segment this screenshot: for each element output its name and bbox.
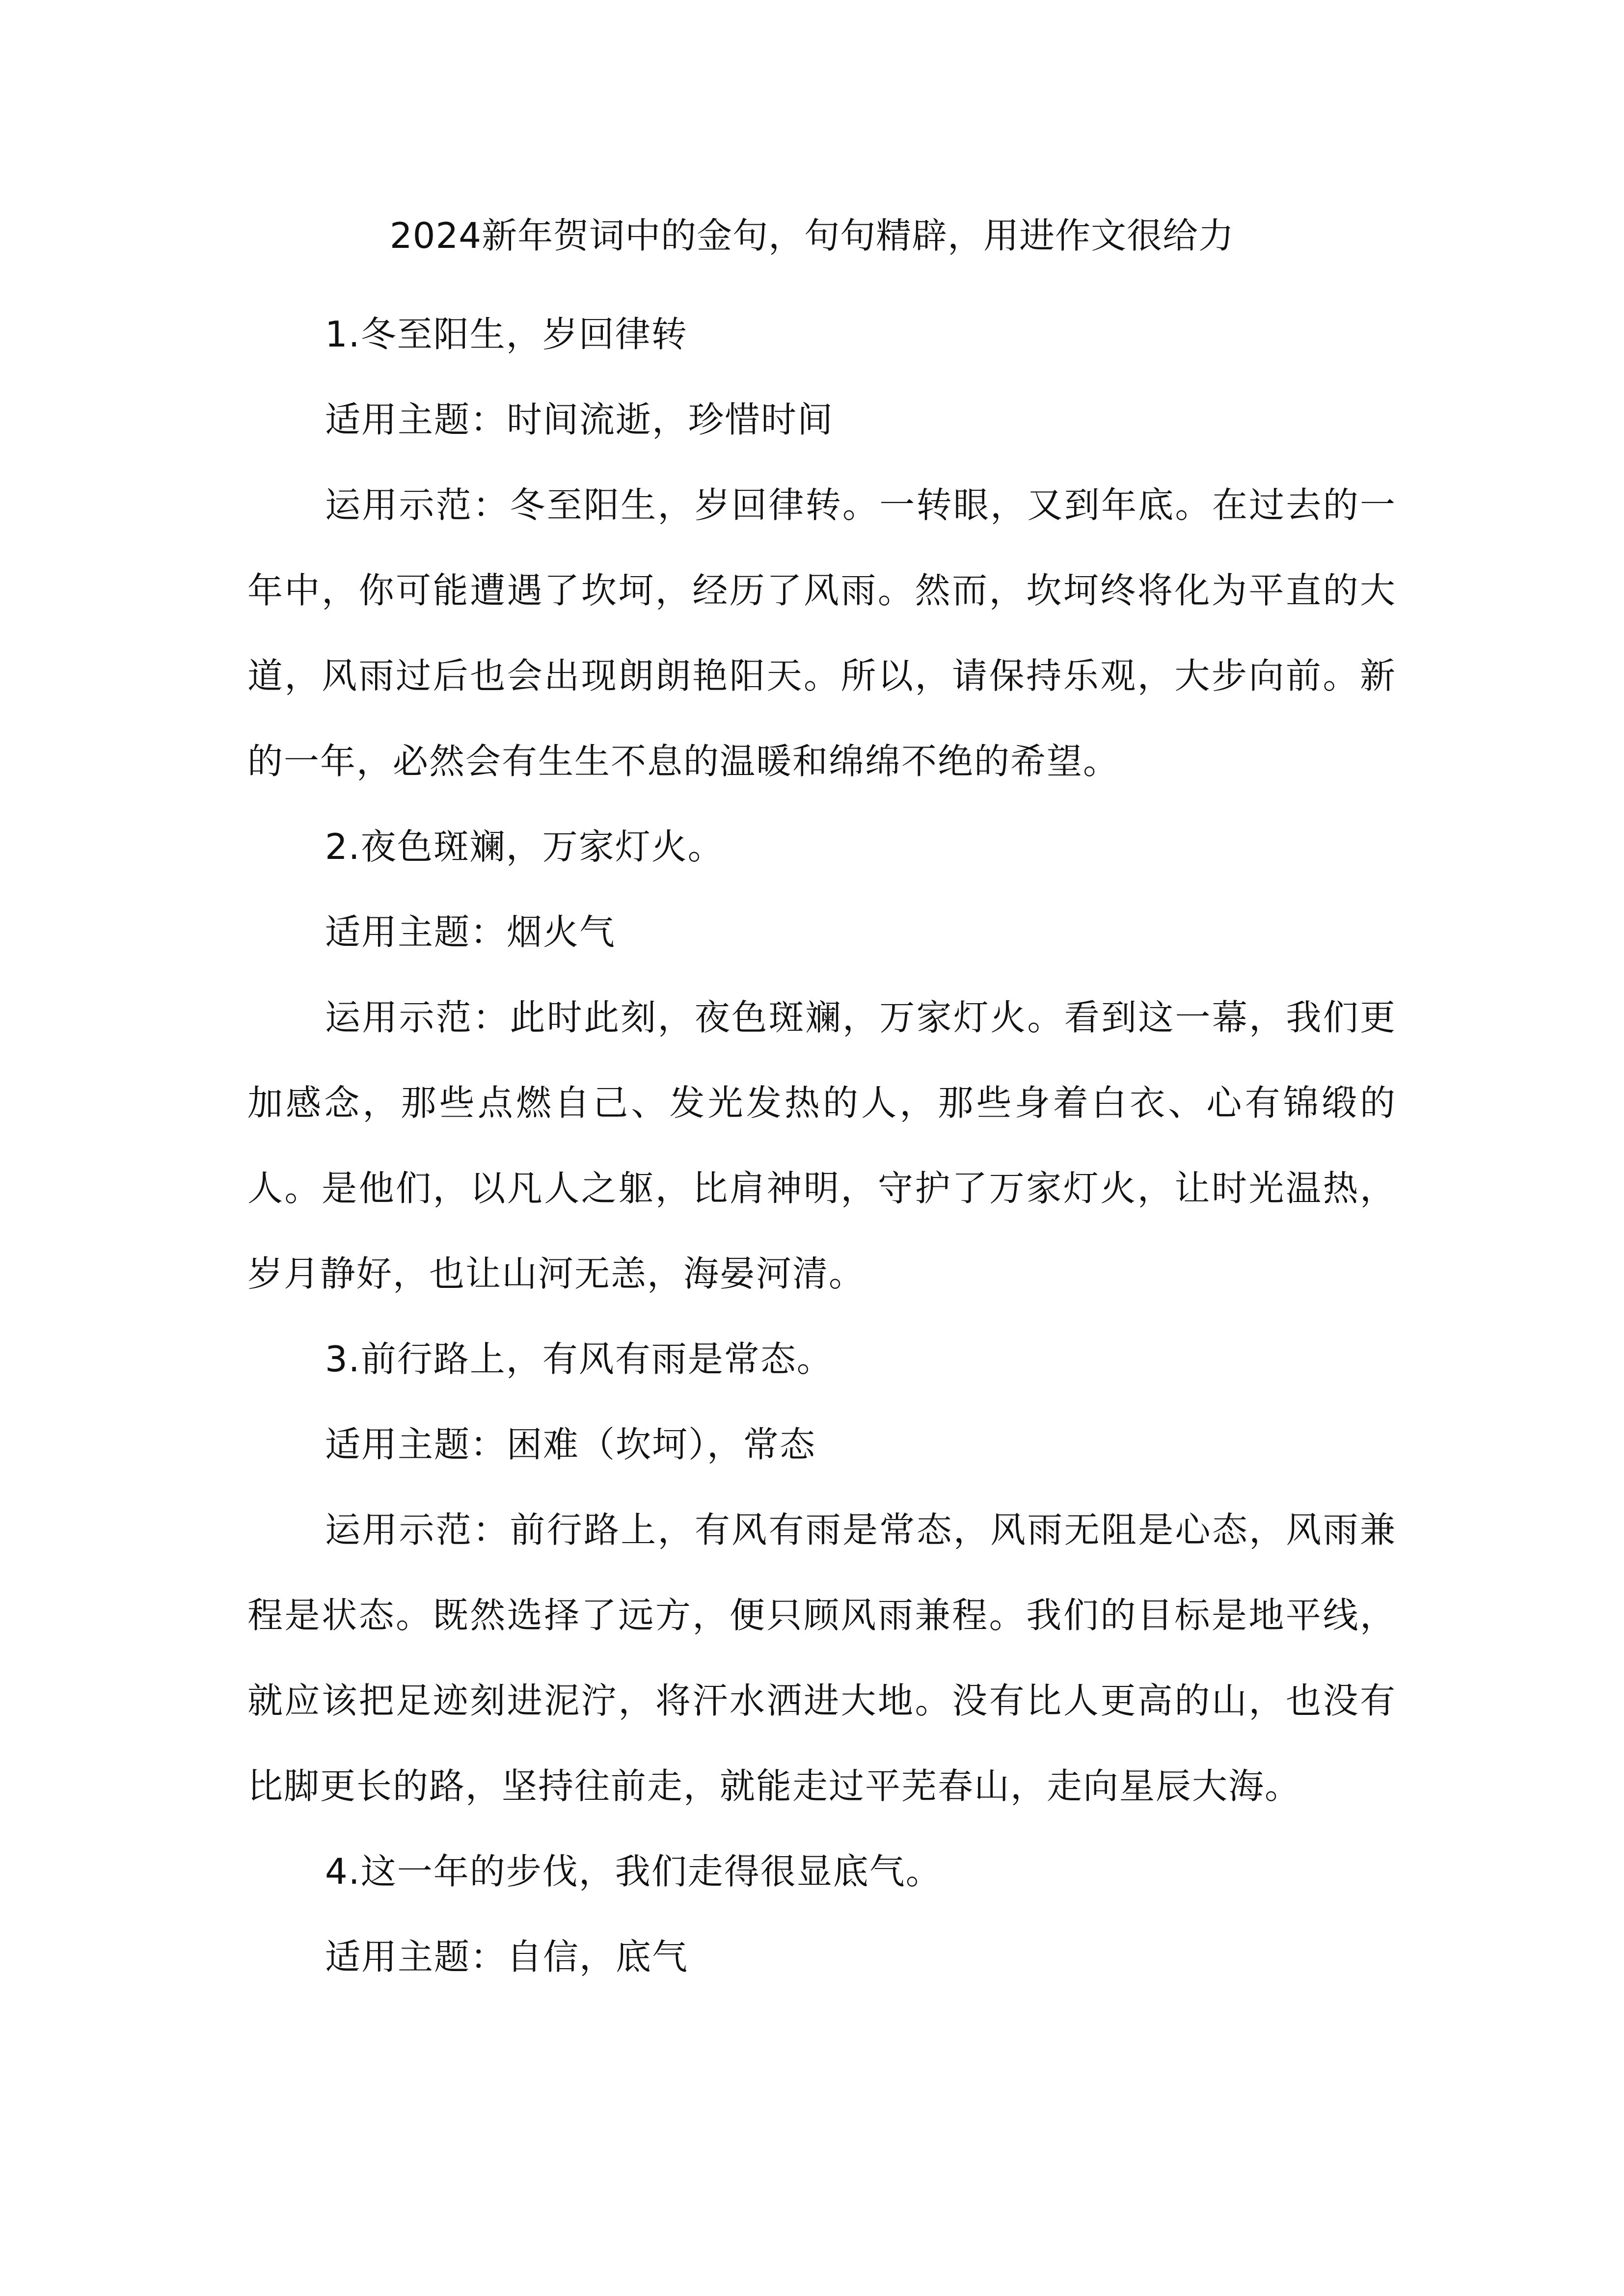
heading-quote-2: 2.夜色斑斓，万家灯火。 bbox=[325, 826, 724, 867]
theme-line-3: 适用主题：困难（坎坷），常态 bbox=[325, 1424, 816, 1465]
document-body bbox=[247, 292, 1396, 2000]
example-paragraph-1: 运用示范：冬至阳生，岁回律转。一转眼，又到年底。在过去的一年中，你可能遭遇了坎坷，经历了风雨。然而，坎坷终将化为平直的大道，风雨过后也会出现朗朗艳阳天。所以，请保持乐观，大步向前。新的一年，必然会有生生不息的温暖和绵绵不绝的希望。 bbox=[247, 484, 1396, 782]
theme-line-4: 适用主题：自信，底气 bbox=[325, 1936, 689, 1977]
heading-quote-3: 3.前行路上，有风有雨是常态。 bbox=[325, 1338, 833, 1380]
theme-line-1: 适用主题：时间流逝，珍惜时间 bbox=[325, 399, 834, 440]
document-title: 2024新年贺词中的金句，句句精辟，用进作文很给力 bbox=[389, 215, 1235, 256]
example-paragraph-2: 运用示范：此时此刻，夜色斑斓，万家灯火。看到这一幕，我们更加感念，那些点燃自己、发光发热的人，那些身着白衣、心有锦缎的人。是他们，以凡人之躯，比肩神明，守护了万家灯火，让时光温热，岁月静好，也让山河无恙，海晏河清。 bbox=[247, 997, 1396, 1294]
example-paragraph-3: 运用示范：前行路上，有风有雨是常态，风雨无阻是心态，风雨兼程是状态。既然选择了远方，便只顾风雨兼程。我们的目标是地平线，就应该把足迹刻进泥泞，将汗水洒进大地。没有比人更高的山，也没有比脚更长的路，坚持往前走，就能走过平芜春山，走向星辰大海。 bbox=[247, 1509, 1396, 1807]
heading-quote-4: 4.这一年的步伐，我们走得很显底气。 bbox=[325, 1851, 942, 1892]
theme-line-2: 适用主题：烟火气 bbox=[325, 911, 616, 953]
heading-quote-1: 1.冬至阳生，岁回律转 bbox=[325, 314, 688, 355]
